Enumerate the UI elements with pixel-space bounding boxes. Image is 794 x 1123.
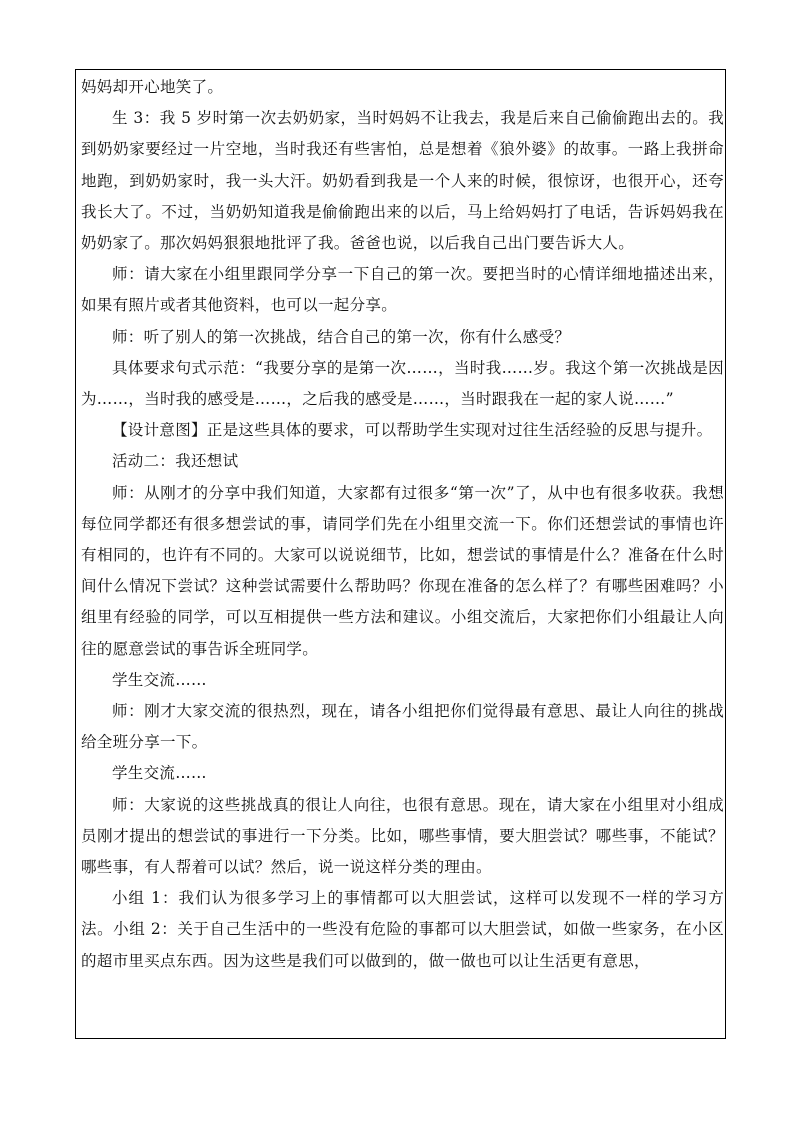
- paragraph: 师：听了别人的第一次挑战，结合自己的第一次，你有什么感受？: [112, 327, 571, 346]
- document-body: [81, 72, 724, 977]
- paragraph: 学生交流……: [112, 670, 207, 689]
- paragraph: 学生交流……: [112, 764, 207, 783]
- paragraph: 师：从刚才的分享中我们知道，大家都有过很多“第一次”了，从中也有很多收获。我想每位同学都还有很多想尝试的事，请同学们先在小组里交流一下。你们还想尝试的事情也许有相同的，也许有不同的。大家可以说说细节，比如，想尝试的事情是什么？准备在什么时间什么情况下尝试？这种尝试需要什么帮助吗？你现在准备的怎么样了？有哪些困难吗？小组里有经验的同学，可以互相提供一些方法和建议。小组交流后，大家把你们小组最让人向往的愿意尝试的事告诉全班同学。: [81, 483, 724, 658]
- paragraph: 妈妈却开心地笑了。: [81, 78, 224, 96]
- paragraph: 生 3：我 5 岁时第一次去奶奶家，当时妈妈不让我去，我是后来自己偷偷跑出去的。我到奶奶家要经过一片空地，当时我还有些害怕，总是想着《狼外婆》的故事。一路上我拼命地跑，到奶奶家时，我一头大汗。奶奶看到我是一个人来的时候，很惊讶，也很开心，还夸我长大了。不过，当奶奶知道我是偷偷跑出来的以后，马上给妈妈打了电话，告诉妈妈我在奶奶家了。那次妈妈狠狠地批评了我。爸爸也说，以后我自己出门要告诉大人。: [81, 109, 724, 253]
- paragraph: 师：请大家在小组里跟同学分享一下自己的第一次。要把当时的心情详细地描述出来，如果有照片或者其他资料，也可以一起分享。: [81, 265, 724, 315]
- paragraph: 师：大家说的这些挑战真的很让人向往，也很有意思。现在，请大家在小组里对小组成员刚才提出的想尝试的事进行一下分类。比如，哪些事情，要大胆尝试？哪些事，不能试？哪些事，有人帮着可以试？然后，说一说这样分类的理由。: [81, 795, 724, 877]
- section-heading: 活动二：我还想试: [112, 452, 239, 471]
- paragraph: 【设计意图】正是这些具体的要求，可以帮助学生实现对过往生活经验的反思与提升。: [112, 421, 713, 440]
- paragraph: 师：刚才大家交流的很热烈，现在，请各小组把你们觉得最有意思、最让人向往的挑战给全班分享一下。: [81, 702, 724, 752]
- paragraph: 小组 1：我们认为很多学习上的事情都可以大胆尝试，这样可以发现不一样的学习方法。小组 2：关于自己生活中的一些没有危险的事都可以大胆尝试，如做一些家务，在小区的超市里买点东西。因为这些是我们可以做到的，做一做也可以让生活更有意思，: [81, 889, 724, 970]
- paragraph: 具体要求句式示范：“我要分享的是第一次……，当时我……岁。我这个第一次挑战是因为……，当时我的感受是……，之后我的感受是……，当时跟我在一起的家人说……”: [81, 358, 724, 409]
